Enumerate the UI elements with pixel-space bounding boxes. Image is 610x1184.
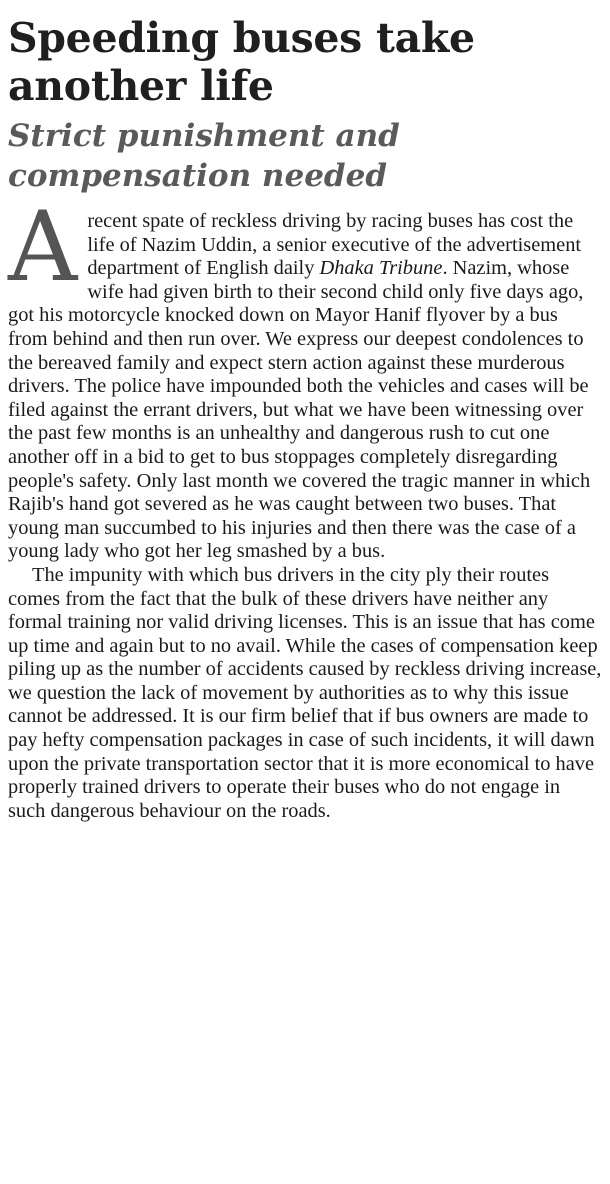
- paragraph-1: [8, 191, 602, 564]
- paragraph-1-rest: . Nazim, whose wife had given birth to their second child only five days ago, got his motorcycle knocked down on Mayor Hanif flyover by a bus from behind and then run over. We express our deepest condolences to the bereaved family and expect stern action against these murderous drivers. The police have impounded both the vehicles and cases will be filed against the errant drivers, but what we have been witnessing over the past few months is an unhealthy and dangerous rush to cut one another off in a bid to get to bus stoppages completely disregarding people's safety. Only last month we covered the tragic manner in which Rajib's hand got severed as he was caught between two buses. That young man succumbed to his injuries and then there was the case of a young lady who got her leg smashed by a bus.: [8, 257, 591, 563]
- paragraph-1-start: recent spate of reckless driving by racing buses has cost the life of Nazim Uddin, a senior executive of the advertisement department of English daily: [87, 210, 582, 280]
- publication-name: Dhaka Tribune: [319, 257, 443, 280]
- editorial-article: [8, 14, 602, 823]
- subheadline: Strict punishment and compensation needed: [8, 118, 400, 194]
- paragraph-2: The impunity with which bus drivers in the city ply their routes comes from the fact that the bulk of these drivers have neither any formal training nor valid driving licenses. This is an issue that has come up time and again but to no avail. While the cases of compensation keep piling up as the number of accidents caused by reckless driving increase, we question the lack of movement by authorities as to why this issue cannot be addressed. It is our firm belief that if bus owners are made to pay hefty compensation packages in case of such incidents, it will dawn upon the private transportation sector that it is more economical to have properly trained drivers to operate their buses who do not engage in such dangerous behaviour on the roads.: [8, 563, 602, 822]
- drop-cap: A: [8, 191, 78, 303]
- headline: Speeding buses take another life: [8, 14, 475, 110]
- article-body: [8, 191, 602, 823]
